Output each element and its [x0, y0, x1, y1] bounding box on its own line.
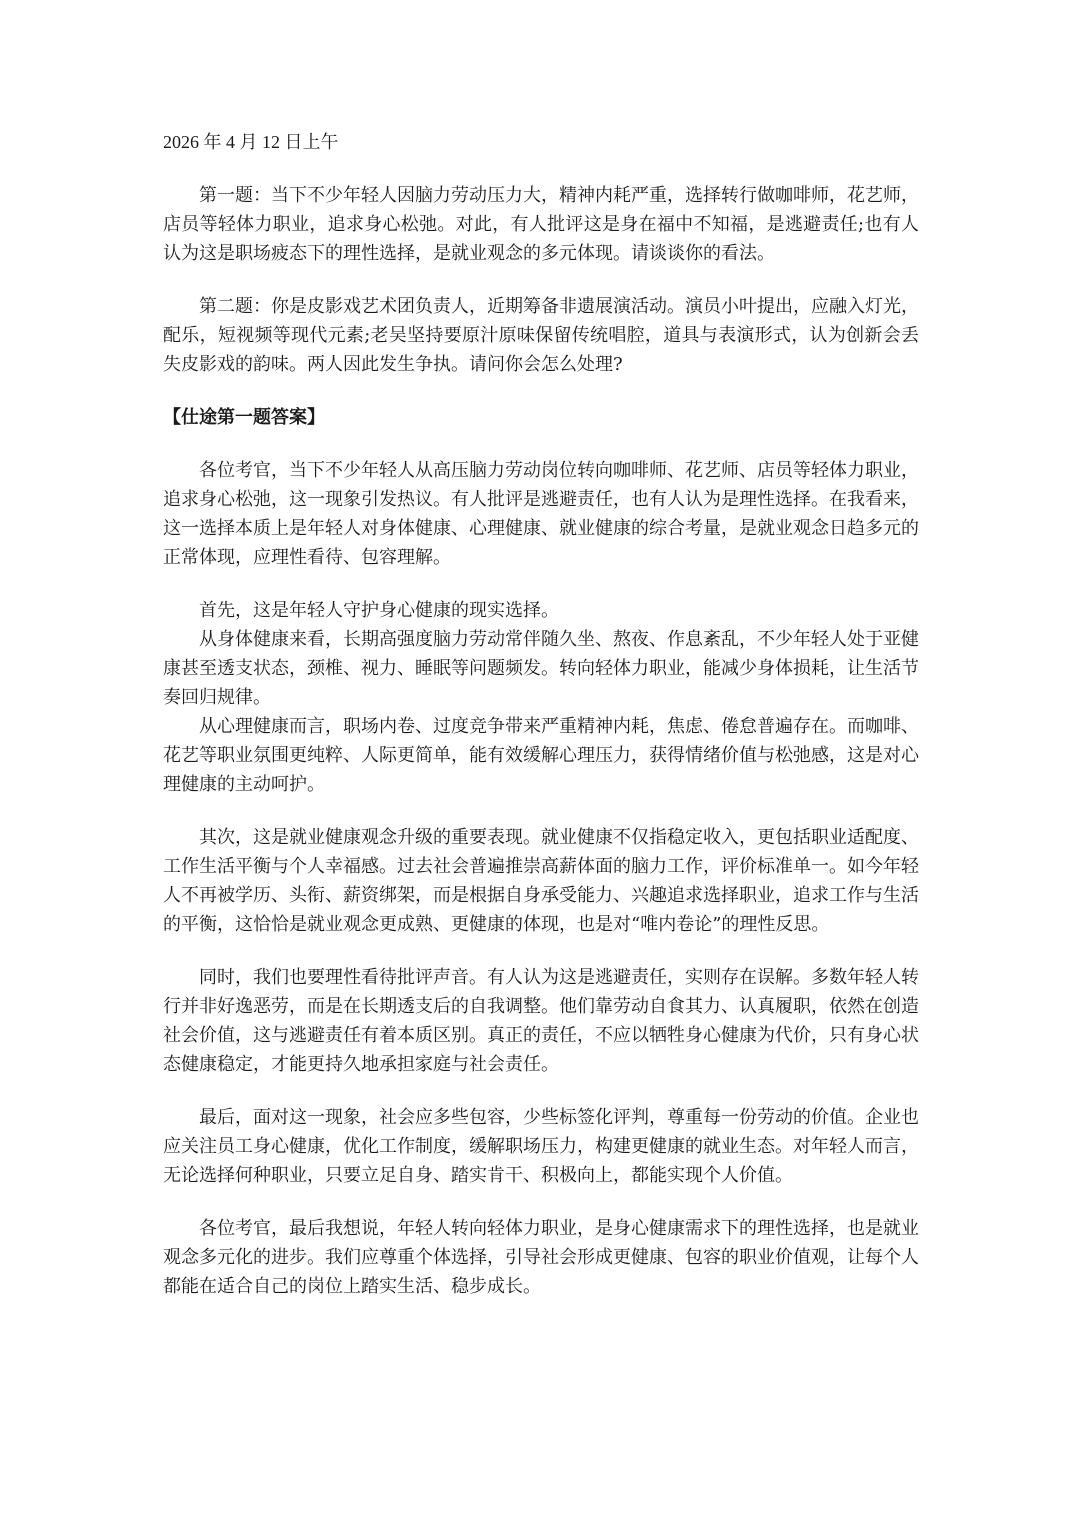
answer-point1-title: 首先，这是年轻人守护身心健康的现实选择。: [199, 600, 559, 621]
question-1: 第一题：当下不少年轻人因脑力劳动压力大，精神内耗严重，选择转行做咖啡师，花艺师，店员等轻体力职业，追求身心松弛。对此，有人批评这是身在福中不知福，是逃避责任;也有人认为这是职场疲态下的理性选择，是就业观念的多元体现。请谈谈你的看法。: [163, 185, 919, 264]
answer-point4: 最后，面对这一现象，社会应多些包容，少些标签化评判，尊重每一份劳动的价值。企业也应关注员工身心健康，优化工作制度，缓解职场压力，构建更健康的就业生态。对年轻人而言，无论选择何种职业，只要立足自身、踏实肯干、积极向上，都能实现个人价值。: [163, 1107, 919, 1186]
answer-intro: 各位考官，当下不少年轻人从高压脑力劳动岗位转向咖啡师、花艺师、店员等轻体力职业，追求身心松弛，这一现象引发热议。有人批评是逃避责任，也有人认为是理性选择。在我看来，这一选择本质上是年轻人对身体健康、心理健康、就业健康的综合考量，是就业观念日趋多元的正常体现，应理性看待、包容理解。: [163, 460, 919, 568]
answer-point1-mind: 从心理健康而言，职场内卷、过度竞争带来严重精神内耗，焦虑、倦怠普遍存在。而咖啡、花艺等职业氛围更纯粹、人际更简单，能有效缓解心理压力，获得情绪价值与松弛感，这是对心理健康的主动呵护。: [163, 716, 919, 795]
question-2: 第二题：你是皮影戏艺术团负责人，近期筹备非遗展演活动。演员小叶提出，应融入灯光，配乐，短视频等现代元素;老吴坚持要原汁原味保留传统唱腔，道具与表演形式，认为创新会丢失皮影戏的韵味。两人因此发生争执。请问你会怎么处理?: [163, 296, 919, 375]
document-date: 2026 年 4 月 12 日上午: [163, 132, 339, 152]
answer-conclusion: 各位考官，最后我想说，年轻人转向轻体力职业，是身心健康需求下的理性选择，也是就业观念多元化的进步。我们应尊重个体选择，引导社会形成更健康、包容的职业价值观，让每个人都能在适合自己的岗位上踏实生活、稳步成长。: [163, 1218, 919, 1297]
answer-point1-body: 从身体健康来看，长期高强度脑力劳动常伴随久坐、熬夜、作息紊乱，不少年轻人处于亚健康甚至透支状态，颈椎、视力、睡眠等问题频发。转向轻体力职业，能减少身体损耗，让生活节奏回归规律。: [163, 629, 919, 708]
document-page: [163, 128, 919, 1301]
answer-point2: 其次，这是就业健康观念升级的重要表现。就业健康不仅指稳定收入，更包括职业适配度、工作生活平衡与个人幸福感。过去社会普遍推崇高薪体面的脑力工作，评价标准单一。如今年轻人不再被学历、头衔、薪资绑架，而是根据自身承受能力、兴趣追求选择职业，追求工作与生活的平衡，这恰恰是就业观念更成熟、更健康的体现，也是对“唯内卷论”的理性反思。: [163, 827, 919, 935]
answer-point3: 同时，我们也要理性看待批评声音。有人认为这是逃避责任，实则存在误解。多数年轻人转行并非好逸恶劳，而是在长期透支后的自我调整。他们靠劳动自食其力、认真履职，依然在创造社会价值，这与逃避责任有着本质区别。真正的责任，不应以牺牲身心健康为代价，只有身心状态健康稳定，才能更持久地承担家庭与社会责任。: [163, 967, 919, 1075]
answer-heading: 【仕途第一题答案】: [163, 407, 325, 428]
